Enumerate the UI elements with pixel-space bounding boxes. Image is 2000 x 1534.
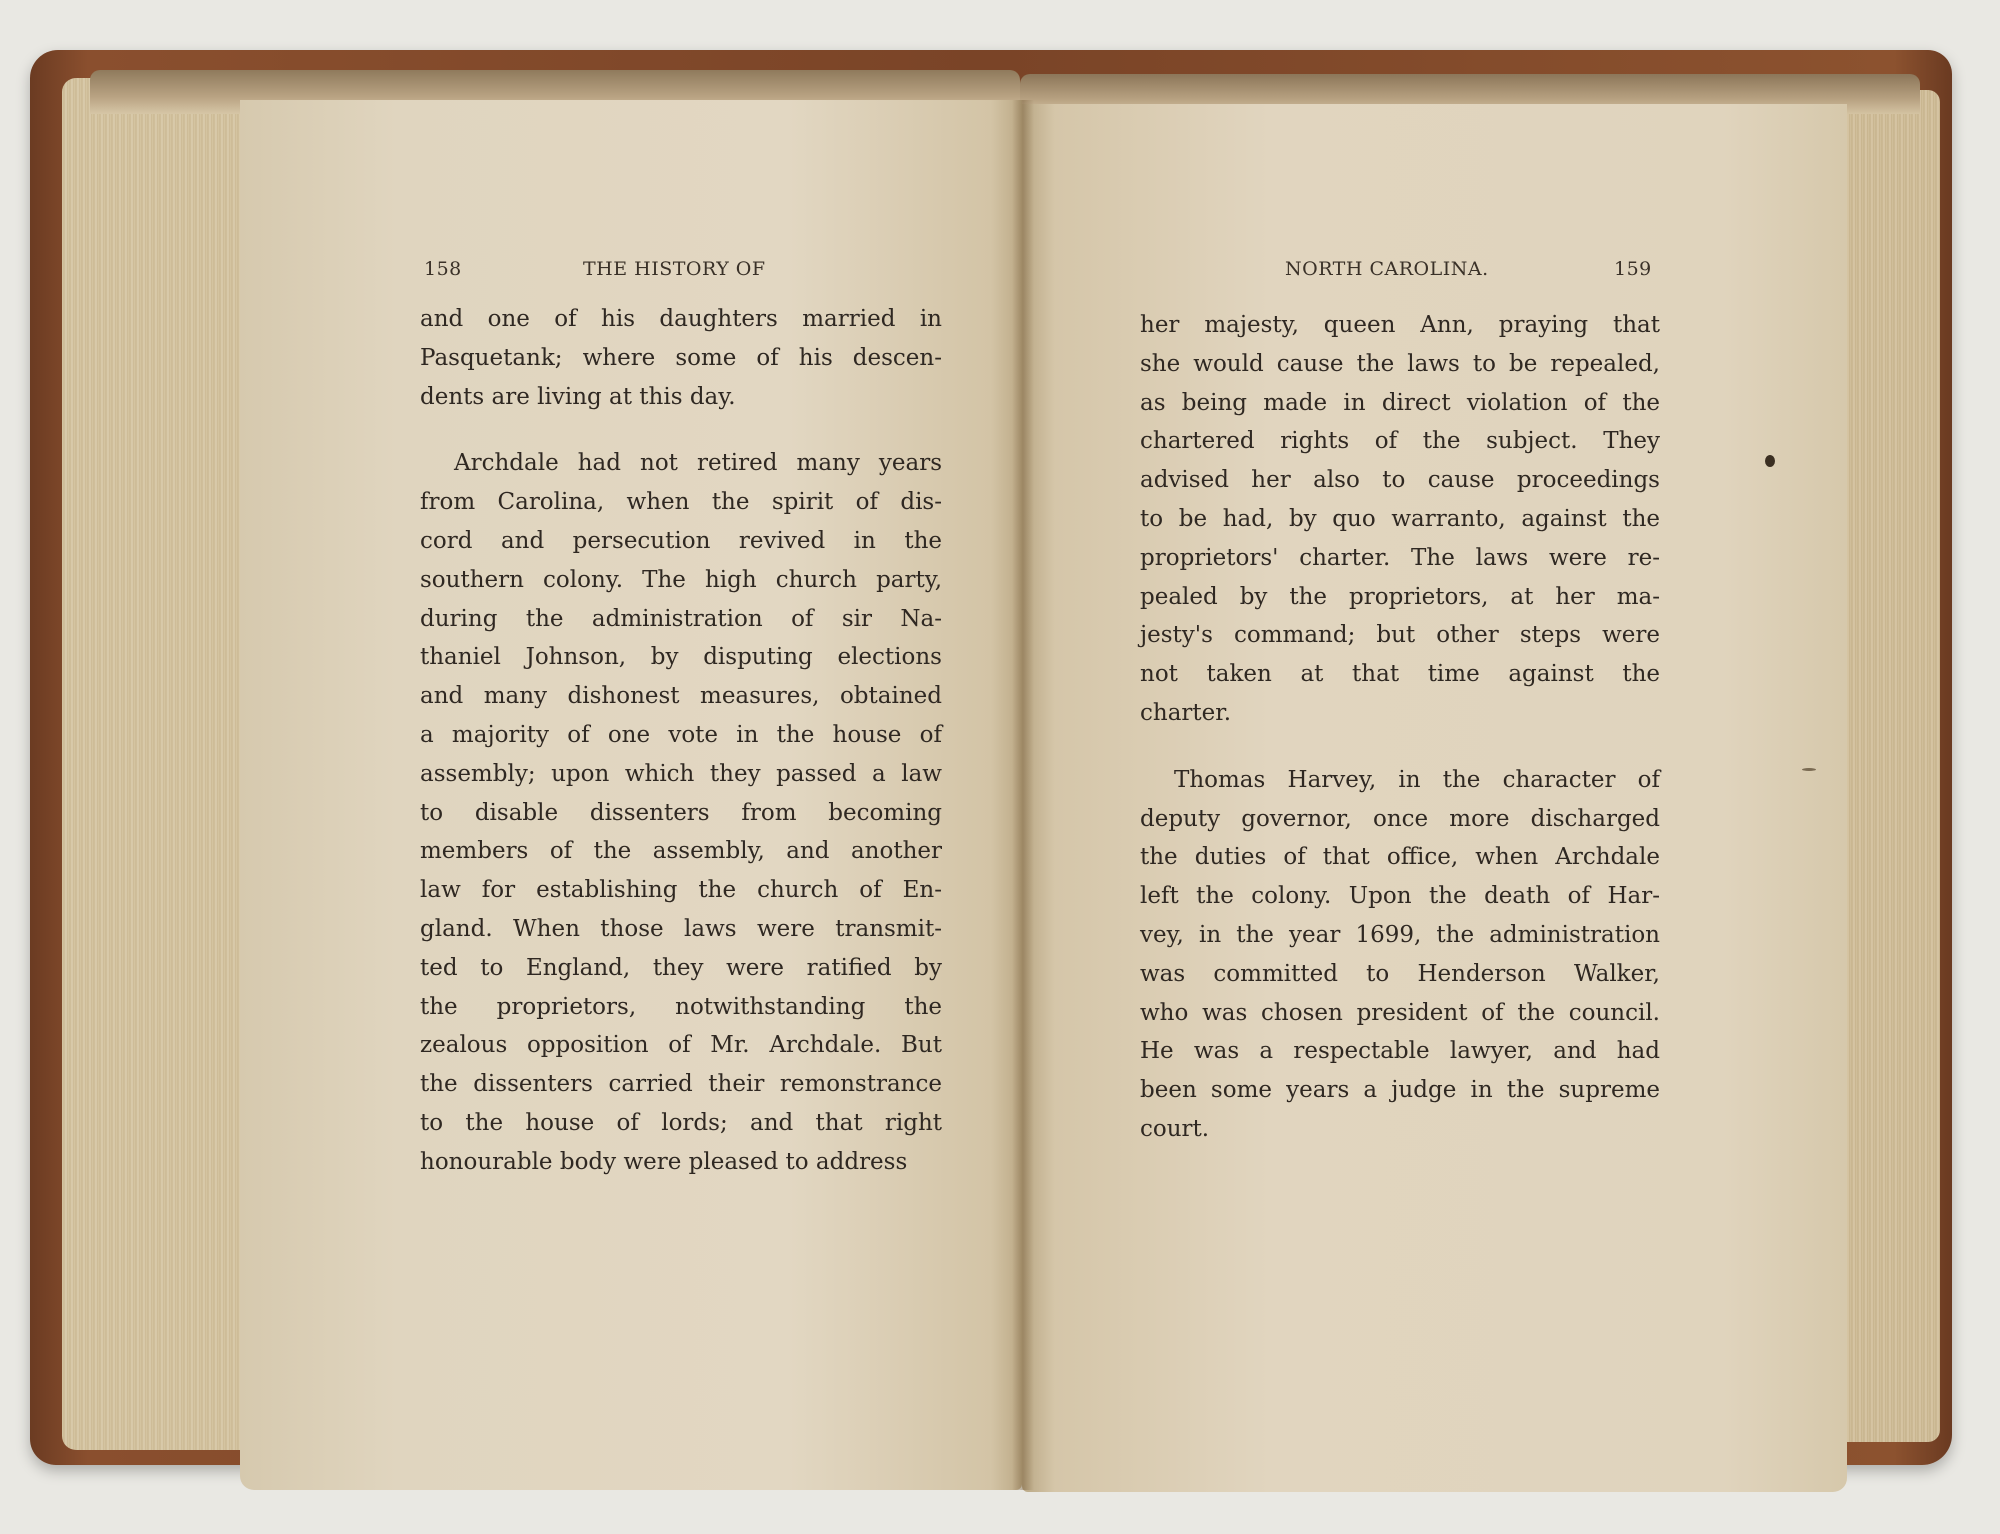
text-line: the dissenters carried their remonstrance [420,1071,942,1098]
left-page-text [420,300,942,1182]
text-line: court. [1140,1115,1210,1142]
text-line: to be had, by quo warranto, against the [1140,505,1660,532]
text-line: to the house of lords; and that right [420,1109,942,1136]
text-line: honourable body were pleased to address [420,1148,908,1175]
text-line: vey, in the year 1699, the administration [1140,921,1660,948]
text-line: was committed to Henderson Walker, [1140,960,1660,987]
text-line: during the administration of sir Na- [420,605,942,632]
text-line: He was a respectable lawyer, and had [1140,1038,1660,1065]
text-line: law for establishing the church of En- [420,877,942,904]
text-line: from Carolina, when the spirit of dis- [420,489,942,516]
paragraph [420,300,942,416]
text-line: deputy governor, once more discharged [1140,805,1660,832]
text-line: Thomas Harvey, in the character of [1174,766,1660,793]
text-line: jesty's command; but other steps were [1140,622,1660,649]
paragraph [420,444,942,1181]
paragraph-gap [1140,733,1660,761]
text-line: to disable dissenters from becoming [420,799,942,826]
left-page-number: 158 [424,258,462,280]
text-line: and one of his daughters married in [420,306,942,332]
text-line: not taken at that time against the [1140,661,1660,688]
text-line: chartered rights of the subject. They [1140,428,1660,455]
text-line: advised her also to cause proceedings [1140,467,1660,494]
ink-spot [1765,455,1775,467]
text-line: dents are living at this day. [420,383,736,410]
text-line: zealous opposition of Mr. Archdale. But [420,1032,942,1059]
left-page-edges [62,78,252,1450]
text-line: pealed by the proprietors, at her ma- [1140,583,1660,610]
text-line: her majesty, queen Ann, praying that [1140,312,1660,338]
text-line: been some years a judge in the supreme [1140,1077,1660,1104]
text-line: Pasquetank; where some of his descen- [420,344,942,371]
text-line: charter. [1140,699,1232,726]
text-line: ted to England, they were ratified by [420,954,942,981]
right-running-head: NORTH CAROLINA. [1285,258,1489,280]
text-line: who was chosen president of the council. [1140,999,1660,1026]
book-gutter [1012,100,1034,1490]
text-line: cord and persecution revived in the [420,527,942,554]
text-line: and many dishonest measures, obtained [420,683,942,710]
text-line: assembly; upon which they passed a law [420,760,942,787]
paragraph [1140,761,1660,1149]
text-line: gland. When those laws were transmit- [420,915,942,942]
left-running-head: THE HISTORY OF [583,258,766,280]
right-page-text [1140,306,1660,1149]
text-line: Archdale had not retired many years [454,450,942,477]
text-line: proprietors' charter. The laws were re- [1140,544,1660,571]
paragraph [1140,306,1660,733]
text-line: the duties of that office, when Archdale [1140,844,1660,871]
right-page-number: 159 [1614,258,1652,280]
text-line: as being made in direct violation of the [1140,389,1660,416]
ink-mark [1802,768,1816,771]
text-line: the proprietors, notwithstanding the [420,993,942,1020]
text-line: left the colony. Upon the death of Har- [1140,883,1660,910]
text-line: a majority of one vote in the house of [420,721,942,748]
text-line: southern colony. The high church party, [420,566,942,593]
text-line: she would cause the laws to be repealed, [1140,350,1660,377]
text-line: thaniel Johnson, by disputing elections [420,644,942,671]
text-line: members of the assembly, and another [420,838,942,865]
paragraph-gap [420,416,942,444]
